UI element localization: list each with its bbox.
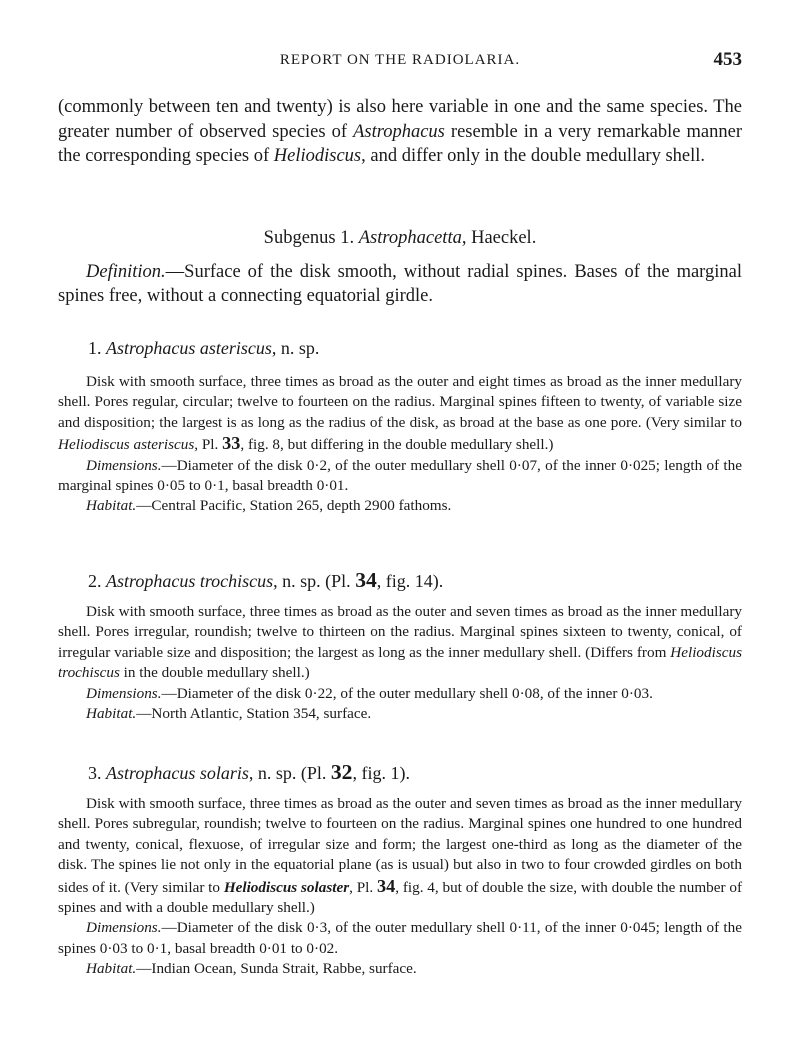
dimensions-line <box>58 684 742 704</box>
habitat-text: —Indian Ocean, Sunda Strait, Rabbe, surface. <box>136 960 417 978</box>
description-text: Disk with smooth surface, three times as broad as the outer and seven times as broad as the inner medullary shell. Pores irregular, roundish; twelve to thirteen on the radius. Marginal spines sixteen to twenty, conical, of irregular variable size and disposition; the largest as long as the inner medullary shell. (Differs from <box>58 603 742 661</box>
intro-text-2: resemble in a very remarkable manner the corresponding species of <box>58 121 742 166</box>
definition-text: —Surface of the disk smooth, without radial spines. Bases of the marginal spines free, without a connecting equatorial girdle. <box>58 262 742 306</box>
dimensions-line <box>58 918 742 959</box>
species-heading <box>88 760 742 785</box>
species-number: 1. <box>88 338 106 358</box>
description-text: , fig. 4, but of double the size, with double the number of spines and with a double medullary shell.) <box>58 878 742 917</box>
dimensions-text: —Diameter of the disk 0·22, of the outer medullary shell 0·08, of the inner 0·03. <box>161 684 653 702</box>
species-suffix: , fig. 14). <box>376 571 444 591</box>
definition-label: Definition. <box>86 262 166 282</box>
habitat-label: Habitat. <box>86 497 137 515</box>
species-entry <box>58 372 742 517</box>
dimensions-label: Dimensions. <box>86 684 162 702</box>
intro-text-3: , and differ only in the double medullary shell. <box>361 146 706 166</box>
habitat-line <box>58 496 742 516</box>
species-suffix: , n. sp. <box>271 338 320 358</box>
intro-text-1: (commonly between ten and twenty) is also here variable in one and the same species. The greater number of observed species of <box>58 97 742 142</box>
plate-number: 33 <box>222 433 241 454</box>
definition-paragraph <box>58 260 742 308</box>
habitat-label: Habitat. <box>86 960 137 978</box>
habitat-label: Habitat. <box>86 705 137 723</box>
species-heading <box>88 568 742 593</box>
compared-species: Heliodiscus trochiscus <box>58 643 742 682</box>
description-text: , Pl. <box>349 878 377 896</box>
species-heading <box>88 338 742 359</box>
description-text: , Pl. <box>194 436 223 454</box>
species-description <box>58 794 742 918</box>
compared-species: Heliodiscus asteriscus <box>58 436 195 454</box>
intro-compared-genus: Heliodiscus <box>273 146 362 166</box>
plate-number: 34 <box>355 568 377 592</box>
subgenus-prefix: Subgenus 1. <box>263 228 359 248</box>
species-description <box>58 372 742 456</box>
dimensions-label: Dimensions. <box>86 456 162 474</box>
species-entry <box>58 794 742 980</box>
dimensions-label: Dimensions. <box>86 919 162 937</box>
dimensions-line <box>58 456 742 497</box>
compared-species: Heliodiscus solaster <box>223 878 350 896</box>
species-number: 3. <box>88 763 106 783</box>
subgenus-heading <box>58 228 742 249</box>
habitat-text: —North Atlantic, Station 354, surface. <box>136 705 372 723</box>
page-number: 453 <box>713 49 742 70</box>
species-name: Astrophacus asteriscus <box>106 338 272 358</box>
subgenus-name: Astrophacetta <box>358 228 462 248</box>
dimensions-text: —Diameter of the disk 0·3, of the outer medullary shell 0·11, of the inner 0·045; length of the spines 0·03 to 0·1, basal breadth 0·01 to 0·02. <box>58 919 742 957</box>
species-name: Astrophacus solaris <box>106 763 249 783</box>
species-suffix: , n. sp. (Pl. <box>248 763 331 783</box>
habitat-text: —Central Pacific, Station 265, depth 2900 fathoms. <box>136 497 452 515</box>
intro-paragraph <box>58 95 742 169</box>
plate-number: 32 <box>330 760 353 784</box>
species-name: Astrophacus trochiscus <box>106 571 274 591</box>
description-text: Disk with smooth surface, three times as broad as the outer and eight times as broad as the inner medullary shell. Pores regular, circular; twelve to fourteen on the radius. Marginal spines fifteen to twenty, of variable size and disposition; the largest is as long as the radius of the disk, as broad at the base as one pore. (Very similar to <box>58 373 742 431</box>
species-suffix: , fig. 1). <box>352 763 410 783</box>
running-header <box>58 49 742 74</box>
species-suffix: , n. sp. (Pl. <box>273 571 356 591</box>
habitat-line <box>58 704 742 724</box>
description-text: , fig. 8, but differing in the double medullary shell.) <box>240 436 554 454</box>
description-text: in the double medullary shell.) <box>119 664 310 682</box>
species-number: 2. <box>88 571 106 591</box>
species-entry <box>58 602 742 724</box>
subgenus-author: , Haeckel. <box>461 228 537 248</box>
species-description <box>58 602 742 684</box>
description-text: Disk with smooth surface, three times as broad as the outer and seven times as broad as the inner medullary shell. Pores subregular, roundish; twelve to fourteen on the radius. Marginal spines one hundred to one hundred and twenty, conical, flexuose, of irregular size and form; the largest one-third as long as the diameter of the disk. The spines lie not only in the equatorial plane (as is usual) but also in two to four crowded girdles on both sides of it. (Very similar to <box>58 795 742 896</box>
running-title: REPORT ON THE RADIOLARIA. <box>279 52 521 68</box>
intro-genus-name: Astrophacus <box>353 121 445 142</box>
habitat-line <box>58 959 742 979</box>
dimensions-text: —Diameter of the disk 0·2, of the outer medullary shell 0·07, of the inner 0·025; length of the marginal spines 0·05 to 0·1, basal breadth 0·01. <box>58 456 742 495</box>
plate-number: 34 <box>377 875 396 896</box>
